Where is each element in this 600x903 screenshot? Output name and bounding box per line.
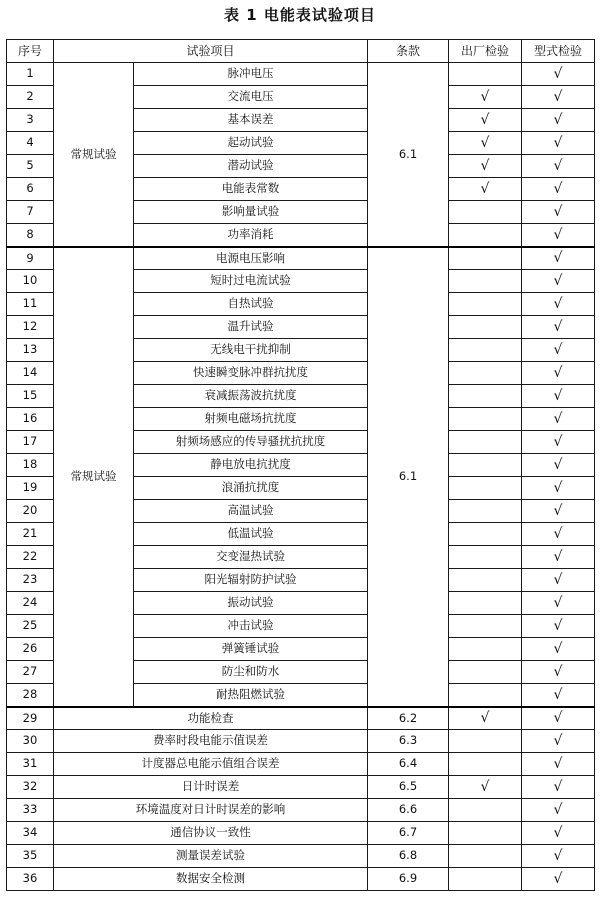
type-check: √ xyxy=(522,707,595,730)
row-item: 交流电压 xyxy=(134,86,368,109)
row-item: 快速瞬变脉冲群抗扰度 xyxy=(134,362,368,385)
factory-check: √ xyxy=(449,132,522,155)
row-seq: 30 xyxy=(7,730,54,753)
factory-check xyxy=(449,661,522,684)
row-clause: 6.6 xyxy=(368,799,449,822)
type-check: √ xyxy=(522,454,595,477)
type-check: √ xyxy=(522,868,595,891)
row-seq: 18 xyxy=(7,454,54,477)
type-check: √ xyxy=(522,753,595,776)
table-row xyxy=(7,707,595,730)
row-seq: 20 xyxy=(7,500,54,523)
row-item: 温升试验 xyxy=(134,316,368,339)
row-item: 射频场感应的传导骚扰抗扰度 xyxy=(134,431,368,454)
row-seq: 31 xyxy=(7,753,54,776)
factory-check xyxy=(449,753,522,776)
row-item: 数据安全检测 xyxy=(54,868,368,891)
group-clause: 6.1 xyxy=(368,247,449,707)
row-seq: 27 xyxy=(7,661,54,684)
header-row xyxy=(7,40,595,63)
factory-check: √ xyxy=(449,178,522,201)
row-item: 耐热阻燃试验 xyxy=(134,684,368,707)
type-check: √ xyxy=(522,270,595,293)
row-item: 影响量试验 xyxy=(134,201,368,224)
row-seq: 25 xyxy=(7,615,54,638)
row-item: 脉冲电压 xyxy=(134,63,368,86)
row-item: 基本误差 xyxy=(134,109,368,132)
row-item: 潜动试验 xyxy=(134,155,368,178)
row-item: 阳光辐射防护试验 xyxy=(134,569,368,592)
type-check: √ xyxy=(522,845,595,868)
row-seq: 4 xyxy=(7,132,54,155)
factory-check xyxy=(449,546,522,569)
row-seq: 10 xyxy=(7,270,54,293)
row-seq: 21 xyxy=(7,523,54,546)
factory-check xyxy=(449,63,522,86)
row-item: 低温试验 xyxy=(134,523,368,546)
row-item: 静电放电抗扰度 xyxy=(134,454,368,477)
type-check: √ xyxy=(522,776,595,799)
type-check: √ xyxy=(522,109,595,132)
row-seq: 15 xyxy=(7,385,54,408)
factory-check: √ xyxy=(449,707,522,730)
type-check: √ xyxy=(522,730,595,753)
factory-check: √ xyxy=(449,155,522,178)
row-seq: 35 xyxy=(7,845,54,868)
row-seq: 9 xyxy=(7,247,54,270)
factory-check xyxy=(449,477,522,500)
factory-check xyxy=(449,822,522,845)
row-seq: 28 xyxy=(7,684,54,707)
type-check: √ xyxy=(522,431,595,454)
row-seq: 22 xyxy=(7,546,54,569)
group-name: 常规试验 xyxy=(54,247,134,707)
row-seq: 1 xyxy=(7,63,54,86)
row-item: 短时过电流试验 xyxy=(134,270,368,293)
header-factory: 出厂检验 xyxy=(449,40,522,63)
test-items-table xyxy=(6,39,595,891)
factory-check xyxy=(449,362,522,385)
row-item: 交变湿热试验 xyxy=(134,546,368,569)
type-check: √ xyxy=(522,86,595,109)
factory-check xyxy=(449,339,522,362)
row-item: 费率时段电能示值误差 xyxy=(54,730,368,753)
row-seq: 23 xyxy=(7,569,54,592)
type-check: √ xyxy=(522,362,595,385)
table-row xyxy=(7,247,595,270)
group-name: 常规试验 xyxy=(54,63,134,247)
row-seq: 14 xyxy=(7,362,54,385)
table-row xyxy=(7,845,595,868)
table-row xyxy=(7,730,595,753)
row-seq: 16 xyxy=(7,408,54,431)
type-check: √ xyxy=(522,293,595,316)
row-seq: 19 xyxy=(7,477,54,500)
factory-check xyxy=(449,316,522,339)
row-seq: 8 xyxy=(7,224,54,247)
row-seq: 12 xyxy=(7,316,54,339)
factory-check xyxy=(449,201,522,224)
row-item: 冲击试验 xyxy=(134,615,368,638)
row-clause: 6.4 xyxy=(368,753,449,776)
factory-check xyxy=(449,730,522,753)
type-check: √ xyxy=(522,178,595,201)
row-clause: 6.8 xyxy=(368,845,449,868)
row-clause: 6.9 xyxy=(368,868,449,891)
factory-check xyxy=(449,845,522,868)
factory-check xyxy=(449,615,522,638)
factory-check xyxy=(449,454,522,477)
type-check: √ xyxy=(522,132,595,155)
type-check: √ xyxy=(522,684,595,707)
row-clause: 6.5 xyxy=(368,776,449,799)
factory-check xyxy=(449,431,522,454)
row-item: 电能表常数 xyxy=(134,178,368,201)
type-check: √ xyxy=(522,822,595,845)
type-check: √ xyxy=(522,247,595,270)
row-item: 日计时误差 xyxy=(54,776,368,799)
table-row xyxy=(7,799,595,822)
row-item: 环境温度对日计时误差的影响 xyxy=(54,799,368,822)
table-row xyxy=(7,753,595,776)
row-seq: 36 xyxy=(7,868,54,891)
group-clause: 6.1 xyxy=(368,63,449,247)
factory-check xyxy=(449,408,522,431)
type-check: √ xyxy=(522,569,595,592)
type-check: √ xyxy=(522,477,595,500)
factory-check xyxy=(449,684,522,707)
type-check: √ xyxy=(522,661,595,684)
factory-check xyxy=(449,569,522,592)
row-seq: 7 xyxy=(7,201,54,224)
factory-check: √ xyxy=(449,86,522,109)
row-item: 弹簧锤试验 xyxy=(134,638,368,661)
factory-check xyxy=(449,270,522,293)
row-seq: 11 xyxy=(7,293,54,316)
row-item: 无线电干扰抑制 xyxy=(134,339,368,362)
header-clause: 条款 xyxy=(368,40,449,63)
row-item: 功能检查 xyxy=(54,707,368,730)
row-item: 起动试验 xyxy=(134,132,368,155)
row-seq: 34 xyxy=(7,822,54,845)
factory-check xyxy=(449,500,522,523)
type-check: √ xyxy=(522,523,595,546)
factory-check xyxy=(449,523,522,546)
row-item: 高温试验 xyxy=(134,500,368,523)
row-item: 防尘和防水 xyxy=(134,661,368,684)
row-seq: 5 xyxy=(7,155,54,178)
factory-check xyxy=(449,592,522,615)
row-item: 电源电压影响 xyxy=(134,247,368,270)
type-check: √ xyxy=(522,155,595,178)
row-seq: 17 xyxy=(7,431,54,454)
row-seq: 24 xyxy=(7,592,54,615)
row-seq: 32 xyxy=(7,776,54,799)
factory-check xyxy=(449,385,522,408)
factory-check xyxy=(449,868,522,891)
row-seq: 3 xyxy=(7,109,54,132)
table-row xyxy=(7,776,595,799)
type-check: √ xyxy=(522,500,595,523)
factory-check: √ xyxy=(449,776,522,799)
row-clause: 6.3 xyxy=(368,730,449,753)
row-item: 自热试验 xyxy=(134,293,368,316)
type-check: √ xyxy=(522,224,595,247)
type-check: √ xyxy=(522,385,595,408)
table-row xyxy=(7,63,595,86)
factory-check xyxy=(449,247,522,270)
row-clause: 6.2 xyxy=(368,707,449,730)
factory-check xyxy=(449,638,522,661)
row-item: 振动试验 xyxy=(134,592,368,615)
type-check: √ xyxy=(522,615,595,638)
row-seq: 29 xyxy=(7,707,54,730)
header-seq: 序号 xyxy=(7,40,54,63)
row-clause: 6.7 xyxy=(368,822,449,845)
row-item: 功率消耗 xyxy=(134,224,368,247)
row-item: 浪涌抗扰度 xyxy=(134,477,368,500)
row-item: 射频电磁场抗扰度 xyxy=(134,408,368,431)
row-item: 测量误差试验 xyxy=(54,845,368,868)
type-check: √ xyxy=(522,799,595,822)
factory-check: √ xyxy=(449,109,522,132)
table-title: 表 1 电能表试验项目 xyxy=(224,6,376,24)
type-check: √ xyxy=(522,339,595,362)
row-seq: 33 xyxy=(7,799,54,822)
header-type: 型式检验 xyxy=(522,40,595,63)
row-item: 计度器总电能示值组合误差 xyxy=(54,753,368,776)
row-seq: 26 xyxy=(7,638,54,661)
row-item: 通信协议一致性 xyxy=(54,822,368,845)
type-check: √ xyxy=(522,63,595,86)
type-check: √ xyxy=(522,408,595,431)
type-check: √ xyxy=(522,592,595,615)
row-seq: 6 xyxy=(7,178,54,201)
factory-check xyxy=(449,799,522,822)
row-seq: 2 xyxy=(7,86,54,109)
type-check: √ xyxy=(522,546,595,569)
row-item: 衰减振荡波抗扰度 xyxy=(134,385,368,408)
type-check: √ xyxy=(522,638,595,661)
factory-check xyxy=(449,293,522,316)
type-check: √ xyxy=(522,201,595,224)
header-item: 试验项目 xyxy=(54,40,368,63)
row-seq: 13 xyxy=(7,339,54,362)
type-check: √ xyxy=(522,316,595,339)
table-row xyxy=(7,822,595,845)
factory-check xyxy=(449,224,522,247)
table-row xyxy=(7,868,595,891)
